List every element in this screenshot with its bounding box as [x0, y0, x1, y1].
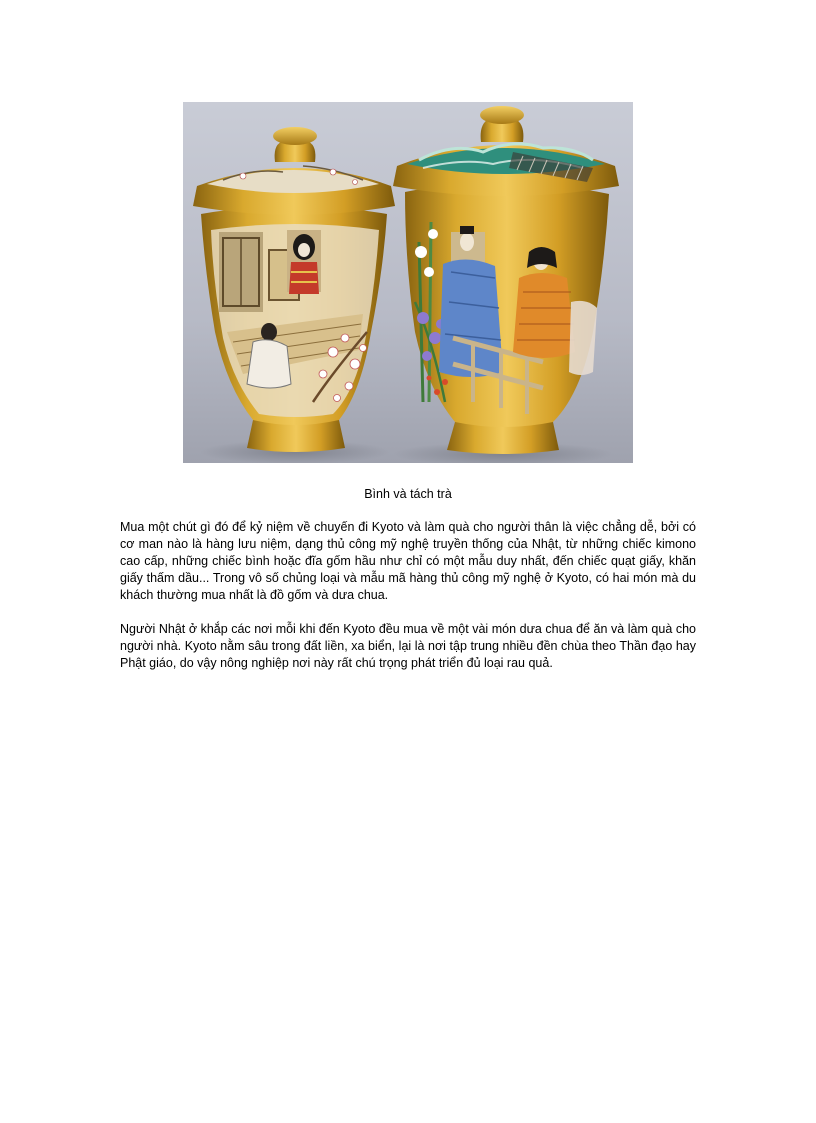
tea-cups-photo: [183, 102, 633, 463]
tea-cups-illustration: [183, 102, 633, 463]
figure-caption: Bình và tách trà: [364, 487, 452, 501]
paragraph-souvenirs: Mua một chút gì đó để kỷ niệm về chuyến đi Kyoto và làm quà cho người thân là việc chẳng dễ, bởi có cơ man nào là hàng lưu niệm, dạng thủ công mỹ nghệ truyền thống của Nhật, từ những chiếc kimono cao cấp, những chiếc bình hoặc đĩa gốm hầu như chỉ có một mẫu duy nhất, đến chiếc quạt giấy, khăn giấy thấm dầu... Trong vô số chủng loại và mẫu mã hàng thủ công mỹ nghệ ở Kyoto, có hai món mà du khách thường mua nhất là đồ gốm và dưa chua.: [120, 520, 696, 602]
paragraph-pickles: Người Nhật ở khắp các nơi mỗi khi đến Kyoto đều mua về một vài món dưa chua để ăn và làm quà cho người nhà. Kyoto nằm sâu trong đất liền, xa biển, lại là nơi tập trung nhiều đền chùa theo Thần đạo hay Phật giáo, do vậy nông nghiệp nơi này rất chú trọng phát triển đủ loại rau quả.: [120, 622, 696, 670]
